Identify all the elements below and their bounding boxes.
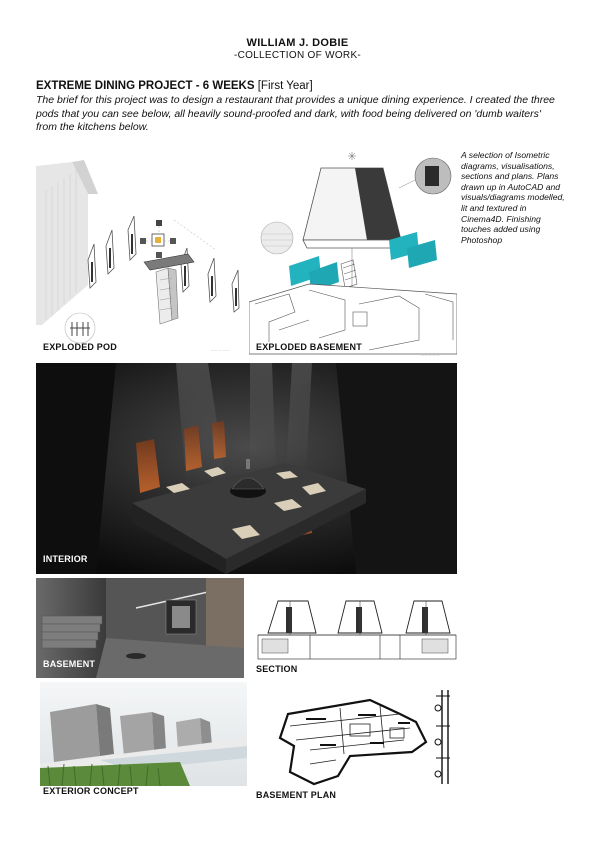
side-note: A selection of Isometric diagrams, visualisations, sections and plans. Plans drawn up in AutoCAD and visuals/diagrams modelled, lit and textured in Cinema4D. Finishing touches added using Photoshop — [461, 150, 565, 245]
exploded-basement-caption: EXPLODED BASEMENT — [256, 342, 362, 352]
project-title — [36, 80, 313, 92]
exterior-concept-caption: EXTERIOR CONCEPT — [43, 786, 139, 796]
basement-plan-caption: BASEMENT PLAN — [256, 790, 337, 800]
portfolio-subtitle: -COLLECTION OF WORK- — [233, 50, 362, 61]
project-title-text: EXTREME DINING PROJECT - 6 WEEKS — [36, 80, 255, 92]
author-name: WILLIAM J. DOBIE — [246, 37, 349, 49]
project-year: [First Year] — [257, 80, 313, 92]
project-brief: The brief for this project was to design a restaurant that provides a unique dining experience. I created the three pods that you can see below, all heavily sound-proofed and dark, with food being delivered on 'dumb waiters' from the kitchens below. — [36, 94, 555, 133]
section-caption: SECTION — [256, 664, 298, 674]
basement-plan-drawing — [250, 684, 460, 788]
svg-text:— — — — —: — — — — — — [211, 348, 230, 352]
section-drawing — [250, 595, 460, 665]
exterior-concept-render — [40, 682, 247, 786]
interior-render — [36, 363, 457, 574]
exploded-pod-caption: EXPLODED POD — [43, 342, 117, 352]
exploded-basement-image — [249, 144, 457, 358]
svg-text:— — — — —: — — — — — — [421, 353, 440, 357]
interior-caption: INTERIOR — [43, 554, 88, 564]
basement-caption: BASEMENT — [43, 659, 96, 669]
exploded-pod-image — [36, 150, 246, 355]
